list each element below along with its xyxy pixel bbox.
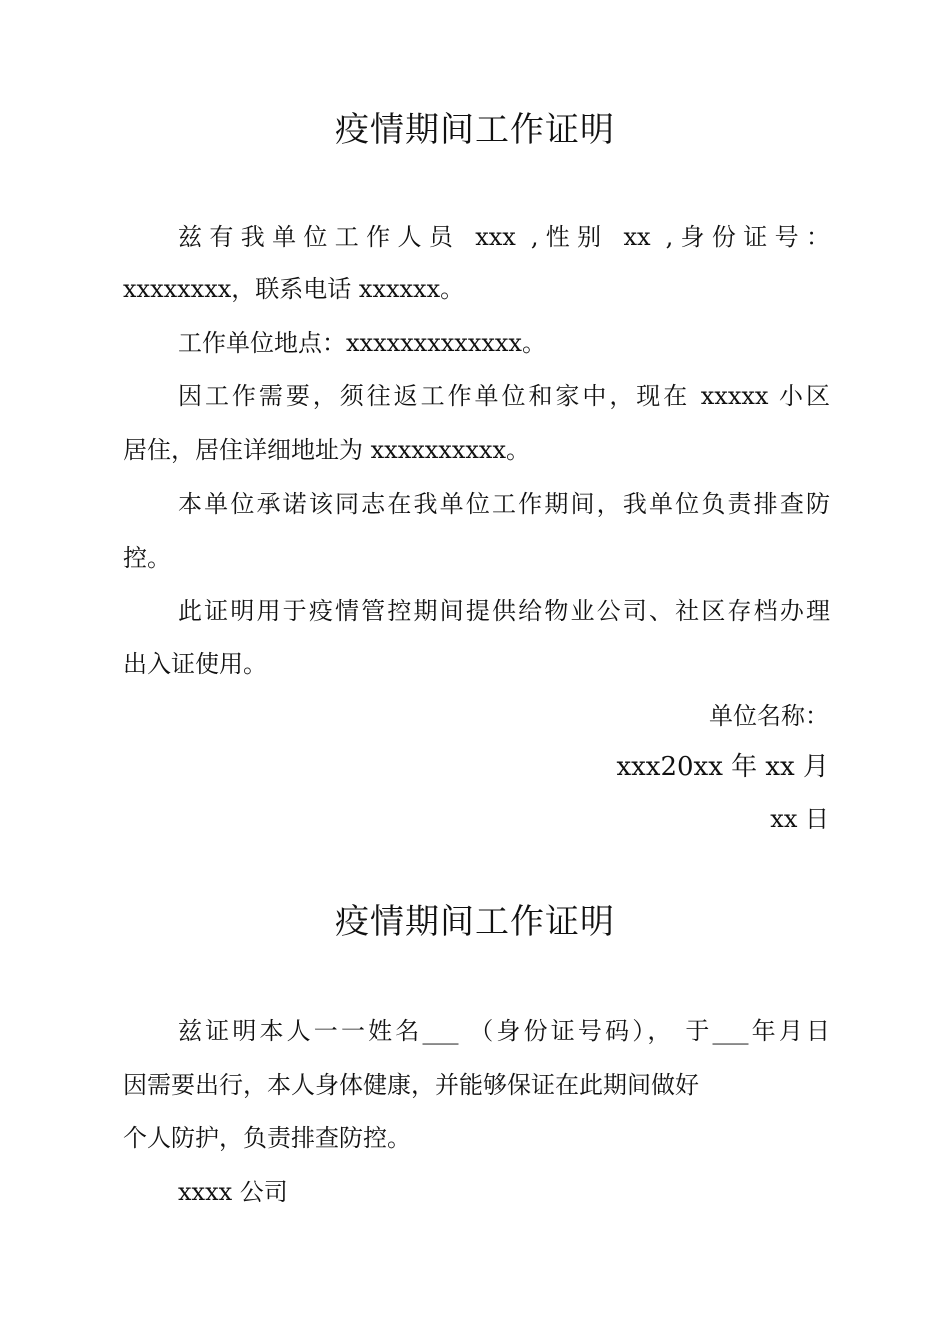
date-line: xx 日 — [770, 805, 829, 833]
paragraph-line: 出入证使用。 — [123, 650, 267, 678]
company-name: xxxx 公司 — [178, 1178, 288, 1206]
paragraph-line: 本单位承诺该同志在我单位工作期间，我单位负责排查防 — [178, 490, 830, 518]
document-title: 疫情期间工作证明 — [335, 110, 615, 150]
date-line: xxx20xx 年 xx 月 — [616, 752, 829, 782]
paragraph-line: 兹有我单位工作人员 xxx ,性别 xx ,身份证号： — [178, 223, 830, 251]
paragraph-line: 控。 — [123, 544, 171, 572]
paragraph-line: 因工作需要，须往返工作单位和家中，现在 xxxxx 小区 — [178, 382, 830, 410]
document-title: 疫情期间工作证明 — [335, 902, 615, 942]
paragraph-line: xxxxxxxx，联系电话 xxxxxx。 — [123, 275, 465, 303]
paragraph-line: 居住，居住详细地址为 xxxxxxxxxx。 — [123, 436, 530, 464]
signature-label: 单位名称： — [709, 702, 829, 730]
paragraph-line: 工作单位地点：xxxxxxxxxxxxx。 — [178, 329, 546, 357]
paragraph-line: 兹证明本人一一姓名___ （身份证号码）， 于___年月日 — [178, 1017, 830, 1045]
paragraph-line: 因需要出行，本人身体健康，并能够保证在此期间做好 — [123, 1071, 699, 1099]
paragraph-line: 此证明用于疫情管控期间提供给物业公司、社区存档办理 — [178, 597, 830, 625]
paragraph-line: 个人防护，负责排查防控。 — [123, 1124, 411, 1152]
